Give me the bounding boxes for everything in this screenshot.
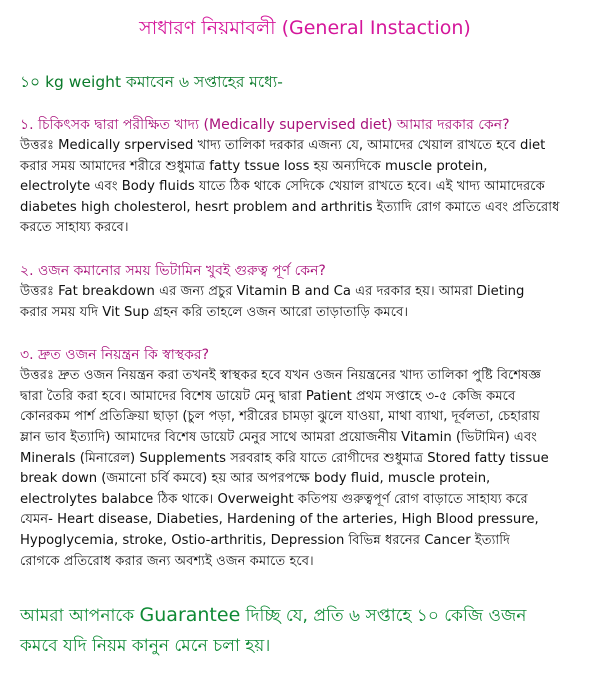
section-3 <box>20 345 590 572</box>
answer-line: Hypoglycemia, stroke, Ostio-arthritis, Depression বিভিন্ন ধরনের Cancer ইত্যাদি <box>20 532 510 548</box>
answer-line: break down (জমানো চর্বি কমবে) হয় আর অপরপক্ষে body fluid, muscle protein, <box>20 471 491 487</box>
page-title: সাধারণ নিয়মাবলী (General Instaction) <box>139 17 471 39</box>
answer-line: কোনরকম পার্শ প্রতিক্রিয়া ছাড়া (চুল পড়া, শরীরের চামড়া ঝুলে যাওয়া, মাথা ব্যাথা, দূর্বলতা, চেহারায় <box>20 409 540 425</box>
section-answer <box>20 282 590 323</box>
answer-line: করার সময় আমাদের শরীরে শুধুমাত্র fatty tssue loss হয় অন্যদিকে muscle protein, <box>20 158 488 174</box>
guarantee-statement <box>20 600 590 661</box>
section-question: ১. চিকিৎসক দ্বারা পরীক্ষিত খাদ্য (Medically supervised diet) আমার দরকার কেন? <box>20 117 510 133</box>
answer-line: ম্লান ভাব ইত্যাদি) আমাদের বিশেষ ডায়েট মেনুর সাথে আমরা প্রয়োজনীয় Vitamin (ভিটামিন) এবং <box>20 429 537 445</box>
section-2 <box>20 261 590 323</box>
answer-line: যেমন- Heart disease, Diabeties, Hardening of the arteries, High Blood pressure, <box>20 512 539 528</box>
answer-line: Minerals (মিনারেল) Supplements সরবরাহ করি যাতে রোগীদের শুধুমাত্র Stored fatty tissue <box>20 450 549 466</box>
answer-line: দ্বারা তৈরি করা হবে। আমাদের বিশেষ ডায়েট মেনু দ্বারা Patient প্রথম সপ্তাহে ৩-৫ কেজি কমবে <box>20 388 516 404</box>
section-answer <box>20 366 590 572</box>
answer-line: করার সময় যদি Vit Sup গ্রহন করি তাহলে ওজন আরো তাড়াতাড়ি কমবে। <box>20 304 409 320</box>
answer-line: electrolyte এবং Body fluids যাতে ঠিক থাকে সেদিকে খেয়াল রাখতে হবে। এই খাদ্য আমাদেরকে <box>20 179 545 195</box>
answer-line: diabetes high cholesterol, hesrt problem and arthritis ইত্যাদি রোগ কমাতে এবং প্রতিরোধ <box>20 199 560 215</box>
section-1 <box>20 115 590 239</box>
answer-line: electrolytes balabce ঠিক থাকে। Overweight কতিপয় গুরুত্বপূর্ণ রোগ বাড়াতে সাহায্য করে <box>20 491 528 507</box>
answer-line: উত্তরঃ Fat breakdown এর জন্য প্রচুর Vitamin B and Ca এর দরকার হয়। আমরা Dieting <box>20 283 525 299</box>
section-question: ২. ওজন কমানোর সময় ভিটামিন খুবই গুরুত্ব পূর্ণ কেন? <box>20 262 326 279</box>
answer-line: উত্তরঃ দ্রুত ওজন নিয়ন্ত্রন করা তখনই স্বাস্থকর হবে যখন ওজন নিয়ন্ত্রনের খাদ্য তালিকা পুষ্টি বিশেষজ্ঞ <box>20 368 542 384</box>
guarantee-prefix: আমরা আপনাকে <box>20 606 140 627</box>
answer-line: রোগকে প্রতিরোধ করার জন্য অবশ্যই ওজন কমাতে হবে। <box>20 553 314 569</box>
section-question: ৩. দ্রুত ওজন নিয়ন্ত্রন কি স্বাস্থকর? <box>20 347 210 364</box>
guarantee-suffix: দিচ্ছি যে, প্রতি ৬ সপ্তাহে ১০ কেজি ওজন <box>240 606 527 627</box>
guarantee-line-2: কমবে যদি নিয়ম কানুন মেনে চলা হয়। <box>20 636 271 657</box>
answer-line: উত্তরঃ Medically srpervised খাদ্য তালিকা দরকার এজন্য যে, আমাদের খেয়াল রাখতে হবে diet <box>20 138 546 153</box>
section-answer <box>20 136 590 239</box>
guarantee-line-1 <box>20 600 590 631</box>
answer-line: করতে সাহায্য করবে। <box>20 220 129 236</box>
page-subtitle: ১০ kg weight কমাবেন ৬ সপ্তাহের মধ্যে- <box>20 73 283 91</box>
guarantee-keyword: Guarantee <box>139 604 241 627</box>
